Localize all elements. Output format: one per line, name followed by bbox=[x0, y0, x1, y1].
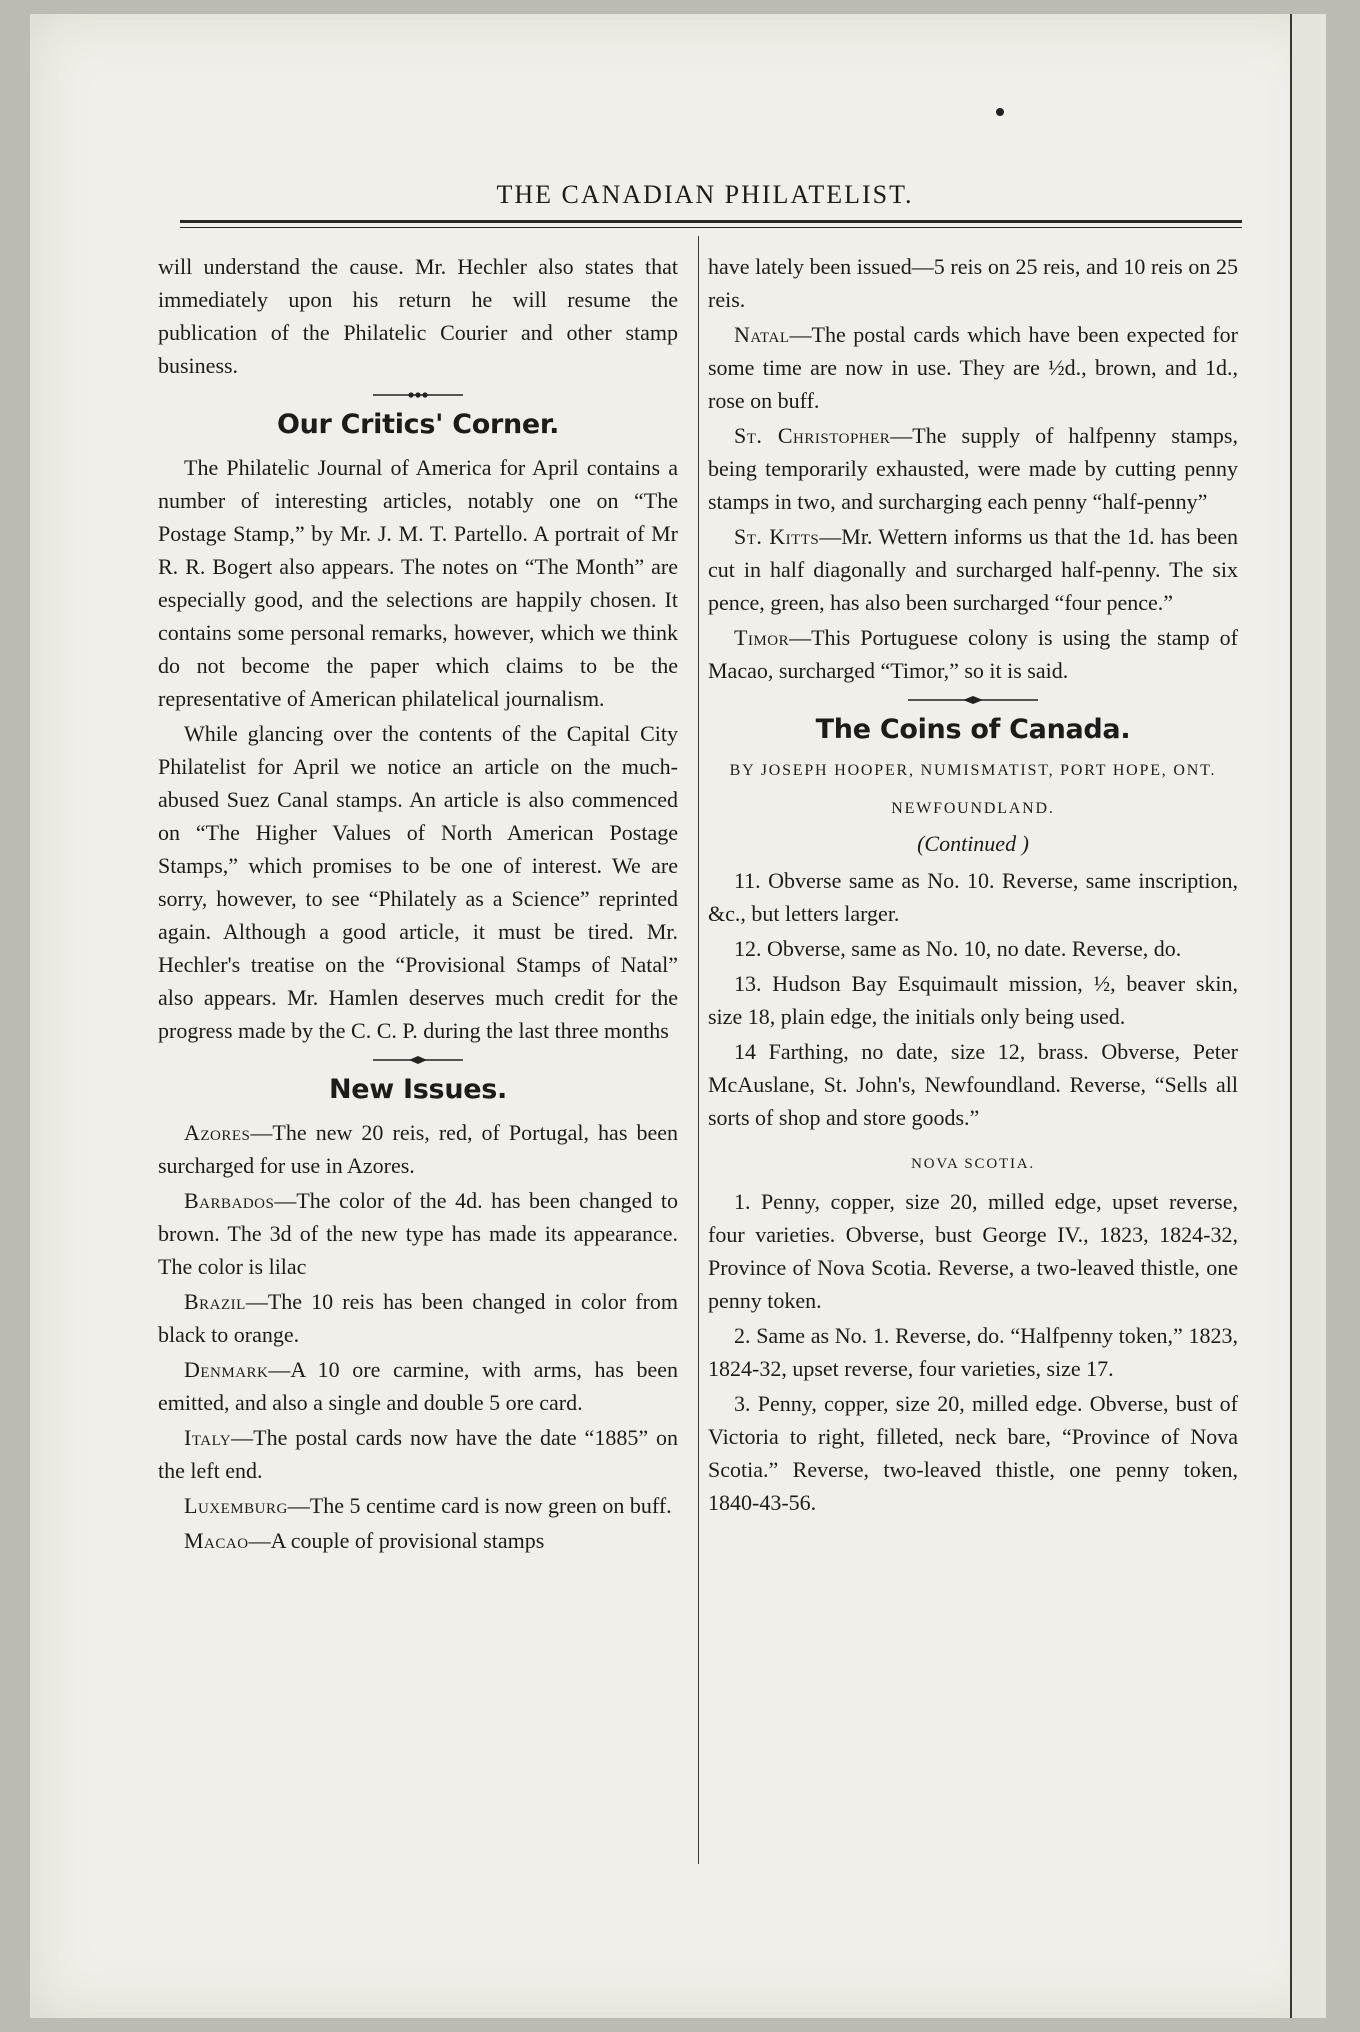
issue-country: Denmark bbox=[184, 1357, 269, 1382]
issue-entry: Barbados—The color of the 4d. has been changed to brown. The 3d of the new type has made its appearance. The color is lilac bbox=[158, 1188, 678, 1279]
issue-country: St. Christopher bbox=[734, 423, 891, 448]
new-issues-heading: New Issues. bbox=[328, 1074, 507, 1105]
right-column bbox=[708, 250, 1238, 1521]
issue-entry: Brazil—The 10 reis has been changed in color from black to orange. bbox=[158, 1289, 678, 1347]
critics-paragraph-1: The Philatelic Journal of America for April contains a number of interesting articles, notably one on “The Postage Stamp,” by Mr. J. M. T. Partello. A portrait of Mr R. R. Bogert also appears. The notes on “The Month” are especially good, and the selections are happily chosen. It contains some personal remarks, however, which we think do not become the paper which claims to be the representative of American philatelical journalism. bbox=[158, 455, 678, 711]
section-ornament bbox=[158, 390, 678, 400]
issue-entry: Azores—The new 20 reis, red, of Portugal, has been surcharged for use in Azores. bbox=[158, 1120, 678, 1178]
running-header: THE CANADIAN PHILATELIST. bbox=[496, 180, 914, 209]
coin-item: 2. Same as No. 1. Reverse, do. “Halfpenny token,” 1823, 1824-32, upset reverse, four varieties, size 17. bbox=[708, 1323, 1238, 1381]
critics-heading: Our Critics' Corner. bbox=[276, 409, 560, 440]
issue-entry: Italy—The postal cards now have the date “1885” on the left end. bbox=[158, 1425, 678, 1483]
issue-entry: Denmark—A 10 ore carmine, with arms, has been emitted, and also a single and double 5 ore card. bbox=[158, 1357, 678, 1415]
issue-country: Barbados bbox=[184, 1188, 275, 1213]
header-rule-thick bbox=[180, 220, 1242, 223]
column-divider bbox=[698, 236, 699, 1864]
left-column bbox=[158, 250, 678, 1559]
issue-entry: Luxemburg—The 5 centime card is now green on buff. bbox=[184, 1493, 672, 1518]
issue-country: Azores bbox=[184, 1120, 251, 1145]
issue-entry: Natal—The postal cards which have been expected for some time are now in use. They are ½d., brown, and 1d., rose on buff. bbox=[708, 322, 1238, 413]
issue-country: Timor bbox=[734, 625, 790, 650]
coin-item: 11. Obverse same as No. 10. Reverse, same inscription, &c., but letters larger. bbox=[708, 868, 1238, 926]
issue-country: Brazil bbox=[184, 1289, 246, 1314]
ink-dot bbox=[996, 108, 1004, 116]
byline: BY JOSEPH HOOPER, NUMISMATIST, PORT HOPE, ONT. bbox=[729, 762, 1217, 779]
issue-country: Italy bbox=[184, 1425, 232, 1450]
intro-paragraph: will understand the cause. Mr. Hechler also states that immediately upon his return he will resume the publication of the Philatelic Courier and other stamp business. bbox=[158, 254, 678, 378]
issue-entry: Timor—This Portuguese colony is using the stamp of Macao, surcharged “Timor,” so it is said. bbox=[708, 625, 1238, 683]
header-rule-thin bbox=[180, 227, 1242, 228]
coin-item: 12. Obverse, same as No. 10, no date. Reverse, do. bbox=[734, 936, 1182, 961]
newfoundland-subheading: NEWFOUNDLAND. bbox=[891, 800, 1055, 817]
issue-country: Natal bbox=[734, 322, 790, 347]
page bbox=[30, 14, 1326, 2018]
coins-heading: The Coins of Canada. bbox=[815, 714, 1131, 745]
coin-item: 1. Penny, copper, size 20, milled edge, upset reverse, four varieties. Obverse, bust George IV., 1823, 1824-32, Province of Nova Scotia. Reverse, a two-leaved thistle, one penny token. bbox=[708, 1189, 1238, 1313]
issue-country: St. Kitts bbox=[734, 524, 820, 549]
coin-item: 13. Hudson Bay Esquimault mission, ½, beaver skin, size 18, plain edge, the initials only being used. bbox=[708, 971, 1238, 1029]
coin-item: 14 Farthing, no date, size 12, brass. Obverse, Peter McAuslane, St. John's, Newfoundland. Reverse, “Sells all sorts of shop and store goods.” bbox=[708, 1039, 1238, 1130]
issue-country: Macao bbox=[184, 1528, 249, 1553]
page-edge bbox=[1290, 14, 1326, 2018]
continued-paragraph: have lately been issued—5 reis on 25 reis, and 10 reis on 25 reis. bbox=[708, 254, 1238, 312]
coin-item: 3. Penny, copper, size 20, milled edge. Obverse, bust of Victoria to right, filleted, neck bare, “Province of Nova Scotia.” Reverse, two-leaved thistle, one penny token, 1840-43-56. bbox=[708, 1391, 1238, 1515]
nova-scotia-subheading: NOVA SCOTIA. bbox=[911, 1156, 1035, 1172]
critics-paragraph-2: While glancing over the contents of the Capital City Philatelist for April we notice an article on the much-abused Suez Canal stamps. An article is also commenced on “The Higher Values of North American Postage Stamps,” which promises to be one of interest. We are sorry, however, to see “Philately as a Science” reprinted again. Although a good article, it must be tired. Mr. Hechler's treatise on the “Provisional Stamps of Natal” also appears. Mr. Hamlen deserves much credit for the progress made by the C. C. P. during the last three months bbox=[158, 721, 678, 1043]
issue-country: Luxemburg bbox=[184, 1493, 288, 1518]
issue-entry: St. Kitts—Mr. Wettern informs us that the 1d. has been cut in half diagonally and surcharged half-penny. The six pence, green, has also been surcharged “four pence.” bbox=[708, 524, 1238, 615]
section-ornament bbox=[158, 1055, 678, 1065]
issue-entry: Macao—A couple of provisional stamps bbox=[184, 1528, 545, 1553]
issue-entry: St. Christopher—The supply of halfpenny stamps, being temporarily exhausted, were made by cutting penny stamps in two, and surcharging each penny “half-penny” bbox=[708, 423, 1238, 514]
section-ornament bbox=[708, 695, 1238, 705]
continued-note: (Continued ) bbox=[917, 831, 1029, 856]
